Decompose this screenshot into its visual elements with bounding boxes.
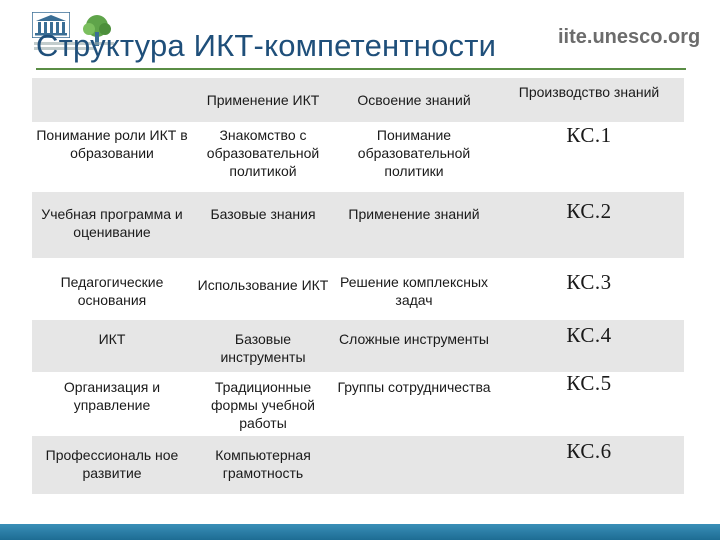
row-cell-technology-literacy: Базовые инструменты — [220, 331, 306, 365]
row-aspect: Профессиональ ное развитие — [45, 447, 179, 481]
row-aspect: Организация и управление — [63, 379, 161, 413]
row-ks-label: КС.3 — [566, 270, 612, 294]
row-aspect: Понимание роли ИКТ в образовании — [36, 127, 188, 161]
row-ks-label: КС.5 — [566, 371, 612, 395]
row-cell-knowledge-deepening: Решение комплексных задач — [339, 274, 489, 308]
table-row — [32, 320, 684, 372]
row-cell-knowledge-deepening: Применение знаний — [348, 206, 480, 222]
row-cell-knowledge-deepening: Сложные инструменты — [339, 331, 489, 347]
title-underline — [36, 68, 686, 70]
footer-bar — [0, 524, 720, 540]
table-row — [32, 122, 684, 192]
row-aspect: Учебная программа и оценивание — [41, 206, 183, 240]
row-ks-label: КС.6 — [566, 439, 612, 463]
row-cell-knowledge-deepening: Группы сотрудничества — [337, 379, 491, 395]
row-cell-technology-literacy: Знакомство с образовательной политикой — [206, 127, 320, 179]
column-header-3: Производство знаний — [518, 84, 660, 100]
table-row — [32, 258, 684, 320]
row-cell-technology-literacy: Использование ИКТ — [197, 277, 329, 293]
row-aspect: Педагогические основания — [60, 274, 164, 308]
row-cell-technology-literacy: Базовые знания — [210, 206, 316, 222]
row-ks-label: КС.2 — [566, 199, 612, 223]
row-ks-label: КС.4 — [566, 323, 612, 347]
row-cell-knowledge-deepening: Понимание образовательной политики — [357, 127, 471, 179]
row-aspect: ИКТ — [98, 331, 126, 347]
table-row — [32, 192, 684, 258]
page-title: Структура ИКТ-компетентности — [36, 28, 497, 63]
column-header-1: Применение ИКТ — [206, 92, 320, 108]
row-cell-technology-literacy: Компьютерная грамотность — [215, 447, 311, 481]
row-cell-technology-literacy: Традиционные формы учебной работы — [211, 379, 315, 431]
table-row — [32, 372, 684, 436]
table-row — [32, 436, 684, 494]
column-header-2: Освоение знаний — [357, 92, 471, 108]
row-ks-label: КС.1 — [566, 123, 612, 147]
site-url: iite.unesco.org — [558, 26, 701, 48]
